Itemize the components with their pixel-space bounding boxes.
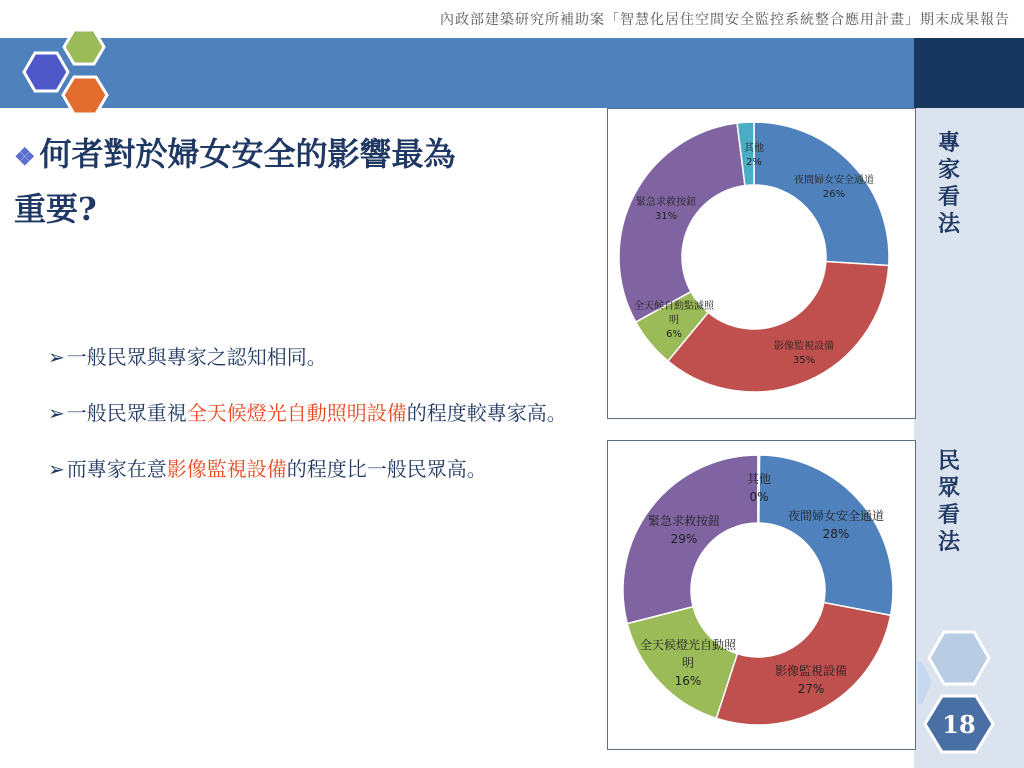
- donut-slice: [619, 123, 745, 322]
- slide-title: [14, 128, 594, 235]
- experts-donut-svg: [608, 109, 915, 418]
- experts-side-label: 專家看法: [937, 130, 960, 237]
- slice-label: 影像監視設備 35%: [774, 341, 834, 366]
- slice-label: 夜間婦女安全通道 26%: [794, 175, 874, 200]
- decor-hexagon-icon: [929, 632, 989, 684]
- arrow-bullet-icon: ➢: [48, 457, 65, 481]
- point-text: 而專家在意: [66, 457, 167, 481]
- donut-slice: [754, 122, 889, 265]
- slice-label: 夜間婦女安全通道 28%: [787, 509, 885, 541]
- decor-hexagon-icon: [918, 662, 932, 704]
- public-side-label: 民眾看法: [937, 448, 960, 555]
- slice-label: 其他 0%: [746, 472, 772, 504]
- bullet-point: [48, 452, 568, 486]
- donut-slice: [668, 262, 889, 392]
- hexagon-logo-icon: [10, 22, 120, 122]
- point-text: 一般民眾重視: [66, 401, 187, 425]
- bullet-point: [48, 396, 568, 430]
- slice-label: 全天候燈光自動照明 16%: [639, 638, 737, 688]
- title-line-2: 重要?: [14, 190, 97, 228]
- arrow-bullet-icon: ➢: [48, 345, 65, 369]
- slice-label: 影像監視設備 27%: [774, 664, 848, 696]
- bullet-point: [48, 340, 568, 374]
- header-band-dark: [914, 38, 1024, 108]
- diamond-bullet-icon: ❖: [14, 142, 36, 171]
- slice-label: 緊急求救按鈕 31%: [636, 197, 696, 222]
- slice-label: 緊急求救按鈕 29%: [647, 514, 721, 546]
- public-donut-chart: [607, 440, 916, 750]
- bullet-points: [48, 340, 568, 508]
- slice-label: 全天候自動點滅照明 6%: [634, 301, 714, 340]
- point-highlight: 全天候燈光自動照明設備: [186, 401, 407, 425]
- header-band: [0, 38, 914, 108]
- donut-slice: [758, 455, 760, 523]
- page-number-hexagons: [918, 620, 1024, 768]
- public-donut-svg: [608, 441, 915, 749]
- point-text-end: 的程度較專家高。: [406, 401, 567, 425]
- page-number: 18: [942, 710, 976, 739]
- point-text: 一般民眾與專家之認知相同。: [66, 345, 327, 369]
- point-highlight: 影像監視設備: [166, 457, 287, 481]
- top-strip: [0, 0, 1024, 38]
- title-line-1: 何者對於婦女安全的影響最為: [39, 135, 456, 173]
- point-text-end: 的程度比一般民眾高。: [286, 457, 487, 481]
- report-title: 內政部建築研究所補助案「智慧化居住空間安全監控系統整合應用計畫」期末成果報告: [440, 12, 1010, 28]
- slice-label: 其他 2%: [744, 143, 764, 168]
- arrow-bullet-icon: ➢: [48, 401, 65, 425]
- experts-donut-chart: [607, 108, 916, 419]
